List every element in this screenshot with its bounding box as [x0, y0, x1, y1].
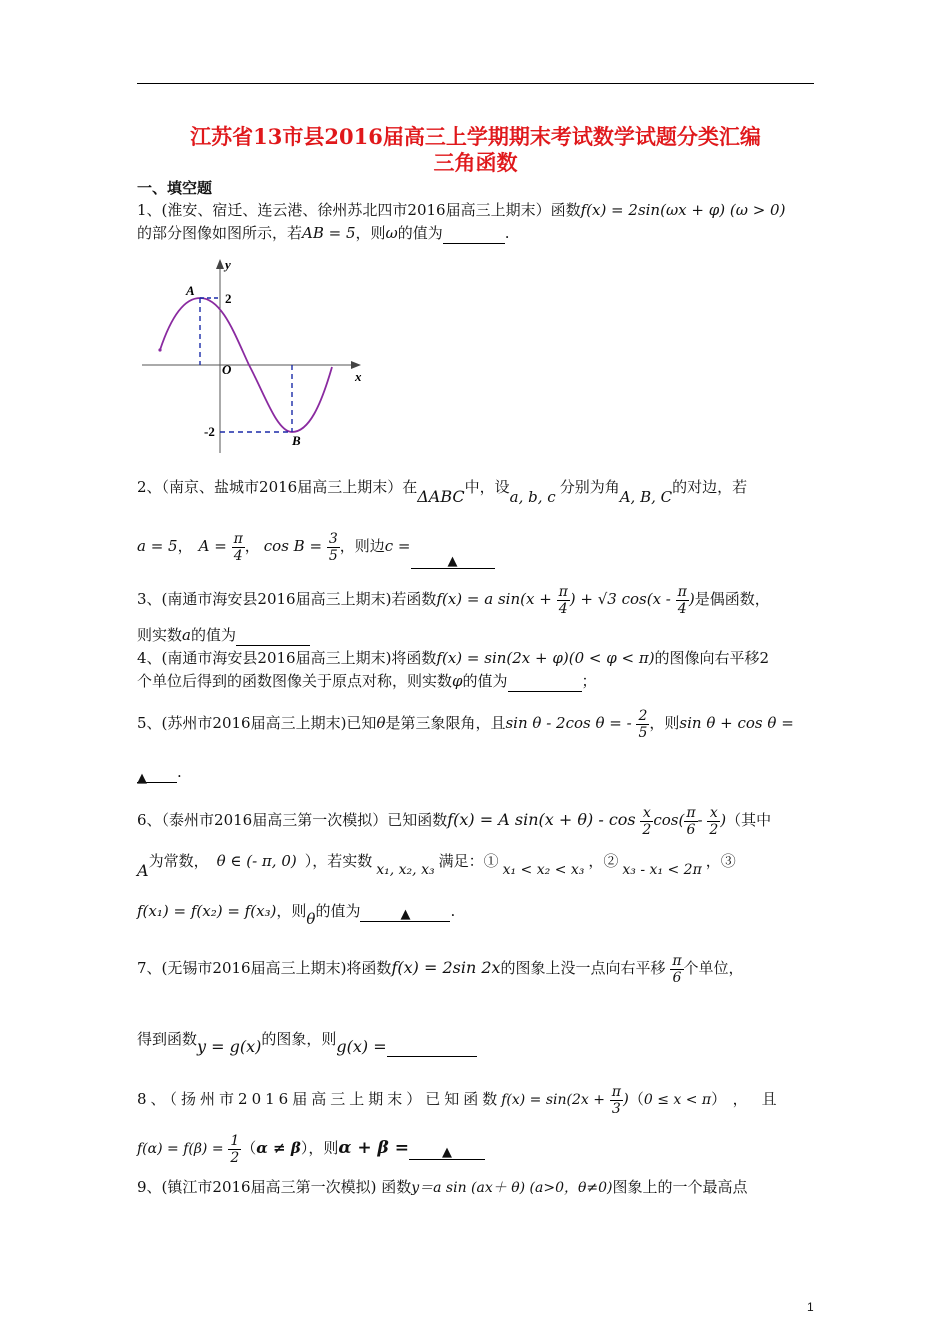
q8-frac-half [228, 1133, 241, 1166]
frac-num: π [558, 583, 568, 600]
q8-text-4: （ [241, 1139, 257, 1157]
q7-gx: y = g(x) [197, 1037, 262, 1056]
q2-text-5: ，则边 [339, 537, 385, 555]
q8-range: 0 ≤ x < π [643, 1092, 712, 1108]
answer-blank [409, 1143, 485, 1160]
q2-comma: ， [177, 537, 193, 555]
q3-formula-3: ) [688, 590, 695, 608]
question-6-line-3 [137, 900, 814, 928]
q8-eq: f(α) = f(β) = [137, 1141, 224, 1157]
page-number: 1 [807, 1300, 814, 1314]
q3-formula-1: f(x) = a sin(x + [436, 590, 552, 608]
q5-end: . [177, 763, 182, 781]
question-3-line-1 [137, 581, 814, 617]
triangle-marker: ▲ [447, 554, 458, 569]
question-3-line-2 [137, 624, 814, 646]
q6-end: . [450, 902, 456, 920]
q8-close: ) [622, 1090, 629, 1108]
q6-theta: θ [306, 910, 316, 928]
question-6-line-1 [137, 797, 814, 843]
q2-triangle: ΔABC [417, 487, 465, 506]
q5-text: 5、(苏州市2016届高三上期末)已知 [137, 714, 377, 732]
q3-formula-2: ) + √3 cos(x - [569, 590, 671, 608]
q7-text-4: 得到函数 [137, 1030, 198, 1048]
q5-formula: sin θ - 2cos θ = - [505, 714, 632, 732]
q4-formula: f(x) = sin(2x + φ)(0 < φ < π) [436, 649, 655, 667]
q6-formula-1: f(x) = A sin(x + θ) - cos [447, 810, 636, 829]
q2-frac-pi-4 [232, 531, 245, 564]
q2-c-eq: c = [384, 537, 411, 555]
frac-num: 3 [328, 530, 338, 547]
q1-omega: ω [385, 224, 398, 242]
q7-text: 7、(无锡市2016届高三上期末)将函数 [137, 959, 392, 977]
q5-theta: θ [376, 714, 386, 732]
triangle-marker: ▲ [441, 1145, 452, 1160]
q2-angles: A, B, C [619, 488, 673, 506]
curve-start-dot [158, 348, 161, 351]
q6-text-6: ，② [588, 852, 619, 870]
q8-text-3: ），且 [711, 1090, 791, 1108]
frac-den: 5 [328, 547, 338, 564]
frac-den: 2 [642, 821, 652, 838]
frac-num: π [686, 804, 696, 821]
q3-text-2: 是偶函数， [694, 590, 770, 608]
frac-num: π [233, 530, 243, 547]
q8-text-2: （ [628, 1090, 644, 1108]
q2-text-2: 中，设 [464, 478, 510, 496]
q2-comma-2: ， [244, 537, 260, 555]
answer-blank [443, 227, 505, 244]
frac-num: π [677, 583, 687, 600]
question-5-line-2 [137, 761, 814, 786]
q6-frac-x2 [640, 805, 653, 838]
frac-den: 4 [677, 600, 687, 617]
q8-text: 8、（扬州市2016届高三上期末）已知函数 [137, 1090, 502, 1108]
q1-text-4: 的值为 [397, 224, 443, 242]
answer-blank [236, 629, 310, 646]
q6-frac-pi6 [684, 805, 697, 838]
q1-text: 1、(淮安、宿迁、连云港、徐州苏北四市2016届高三上期末）函数 [137, 201, 581, 219]
q8-text-5: ），则 [300, 1139, 339, 1157]
q9-formula: y＝a sin (ax＋ θ) (a>0，θ≠0) [411, 1180, 613, 1196]
q4-var: φ [452, 672, 463, 690]
q3-text-4: 的值为 [190, 626, 236, 644]
q5-frac [636, 708, 649, 741]
q6-cond-2: x₃ - x₁ < 2π [622, 862, 702, 878]
frac-den: 3 [611, 1100, 621, 1117]
question-7-line-2 [137, 1022, 814, 1056]
q4-text-2: 的图像向右平移2 [654, 649, 770, 667]
frac-den: 4 [233, 547, 243, 564]
q1-end: . [504, 224, 510, 242]
q7-gx-eq: g(x) = [336, 1037, 387, 1056]
question-9-line-1 [137, 1176, 814, 1199]
frac-num: π [672, 952, 682, 969]
q6-text-4: ），若实数 [304, 852, 373, 870]
q2-a-eq: a = 5 [137, 537, 178, 555]
q7-text-5: 的图象，则 [261, 1030, 337, 1048]
q7-formula: f(x) = 2sin 2x [391, 958, 501, 977]
q3-frac-1 [557, 584, 570, 617]
frac-den: 5 [638, 724, 648, 741]
q2-cosB: cos B = [263, 537, 323, 555]
point-a-label: A [186, 283, 195, 298]
q6-minus: - [697, 811, 703, 829]
frac-num: 1 [230, 1132, 240, 1149]
q1-ab: AB = 5 [302, 224, 356, 242]
question-6-line-2 [137, 844, 814, 878]
q2-sides: a, b, c [509, 488, 556, 506]
answer-blank [508, 675, 582, 692]
q5-expression: sin θ + cos θ [679, 714, 777, 732]
question-1-line-2 [137, 222, 814, 244]
q7-text-3: 个单位， [683, 959, 744, 977]
frac-den: 6 [686, 821, 696, 838]
answer-blank [137, 766, 177, 786]
q6-xs: x₁, x₂, x₃ [376, 862, 435, 878]
q9-text-2: 图象上的一个最高点 [612, 1178, 748, 1196]
q6-A: A [137, 861, 149, 880]
q6-text-5: 满足：① [438, 852, 499, 870]
q4-text-4: 的值为 [462, 672, 508, 690]
q3-text: 3、(南通市海安县2016届高三上期末)若函数 [137, 590, 437, 608]
x-label: x [355, 369, 362, 384]
q8-frac [610, 1084, 623, 1117]
q5-text-2: 是第三象限角，且 [385, 714, 506, 732]
sine-graph [137, 255, 377, 455]
q6-text-9: 的值为 [315, 902, 361, 920]
triangle-marker: ▲ [137, 771, 147, 786]
question-5-line-1 [137, 700, 814, 746]
tick-2: 2 [225, 291, 232, 306]
q2-A-eq: A = [198, 537, 227, 555]
q2-frac-3-5 [327, 531, 340, 564]
document-title: 江苏省13市县2016届高三上学期期末考试数学试题分类汇编 [190, 124, 761, 149]
frac-num: π [611, 1083, 621, 1100]
q6-text: 6、（泰州市2016届高三第一次模拟）已知函数 [137, 811, 448, 829]
frac-den: 2 [230, 1149, 240, 1166]
q9-text: 9、(镇江市2016届高三第一次模拟) 函数 [137, 1178, 412, 1196]
q3-var: a [182, 626, 191, 644]
question-8-line-2 [137, 1125, 814, 1171]
question-8-line-1 [137, 1079, 814, 1119]
q2-text-3: 分别为角 [559, 478, 620, 496]
q6-text-2: （其中 [726, 811, 772, 829]
q5-text-3: ，则 [649, 714, 680, 732]
answer-blank [360, 905, 450, 922]
answer-blank [387, 1040, 477, 1057]
header-rule [137, 83, 814, 84]
q4-end: ； [581, 672, 597, 690]
question-2-line-1 [137, 476, 814, 506]
q2-text: 2、（南京、盐城市2016届高三上期末）在 [137, 478, 418, 496]
q1-text-3: ，则 [355, 224, 386, 242]
frac-num: x [707, 805, 720, 822]
q4-text: 4、(南通市海安县2016届高三上期末)将函数 [137, 649, 437, 667]
q7-frac [670, 953, 683, 986]
q8-formula: f(x) = sin(2x + [501, 1092, 605, 1108]
triangle-marker: ▲ [400, 907, 411, 922]
question-2-line-2 [137, 523, 814, 569]
x-axis-arrow [351, 361, 361, 369]
y-axis-arrow [216, 259, 224, 269]
q1-formula: f(x) = 2sin(ωx + φ) (ω > 0) [580, 201, 786, 219]
q6-text-3: 为常数， [148, 852, 209, 870]
tick-minus-2: -2 [204, 424, 215, 439]
q3-text-3: 则实数 [137, 626, 183, 644]
q6-text-8: ，则 [276, 902, 307, 920]
q2-text-4: 的对边，若 [672, 478, 748, 496]
q6-formula-2: cos( [653, 811, 685, 829]
q3-frac-2 [676, 584, 689, 617]
answer-blank [411, 552, 495, 569]
q4-text-3: 个单位后得到的函数图像关于原点对称，则实数 [137, 672, 453, 690]
q6-frac-x2b [707, 805, 720, 838]
q8-ne: α ≠ β [256, 1139, 301, 1157]
point-b-label: B [292, 433, 301, 448]
q6-text-7: ，③ [705, 852, 736, 870]
question-4-line-1 [137, 647, 814, 669]
q5-equals: = [776, 714, 794, 732]
y-label: y [225, 257, 231, 272]
frac-den: 4 [558, 600, 568, 617]
q6-theta-range: θ ∈ (- π, 0) [216, 852, 297, 870]
q8-sum: α + β = [338, 1138, 409, 1158]
question-4-line-2 [137, 670, 814, 692]
frac-den: 6 [672, 969, 682, 986]
frac-den: 2 [709, 821, 719, 838]
q6-cond-3: f(x₁) = f(x₂) = f(x₃) [137, 902, 277, 920]
frac-num: 2 [638, 707, 648, 724]
question-1-line-1 [137, 199, 814, 221]
q6-cond-1: x₁ < x₂ < x₃ [502, 862, 585, 878]
origin-label: O [222, 362, 232, 377]
q6-close: ) [720, 811, 727, 829]
document-subtitle: 三角函数 [433, 150, 518, 175]
frac-num: x [640, 805, 653, 822]
q7-text-2: 的图象上没一点向右平移 [500, 959, 666, 977]
question-7-line-1 [137, 945, 814, 991]
q1-text-2: 的部分图像如图所示，若 [137, 224, 303, 242]
section-heading: 一、填空题 [137, 179, 213, 197]
